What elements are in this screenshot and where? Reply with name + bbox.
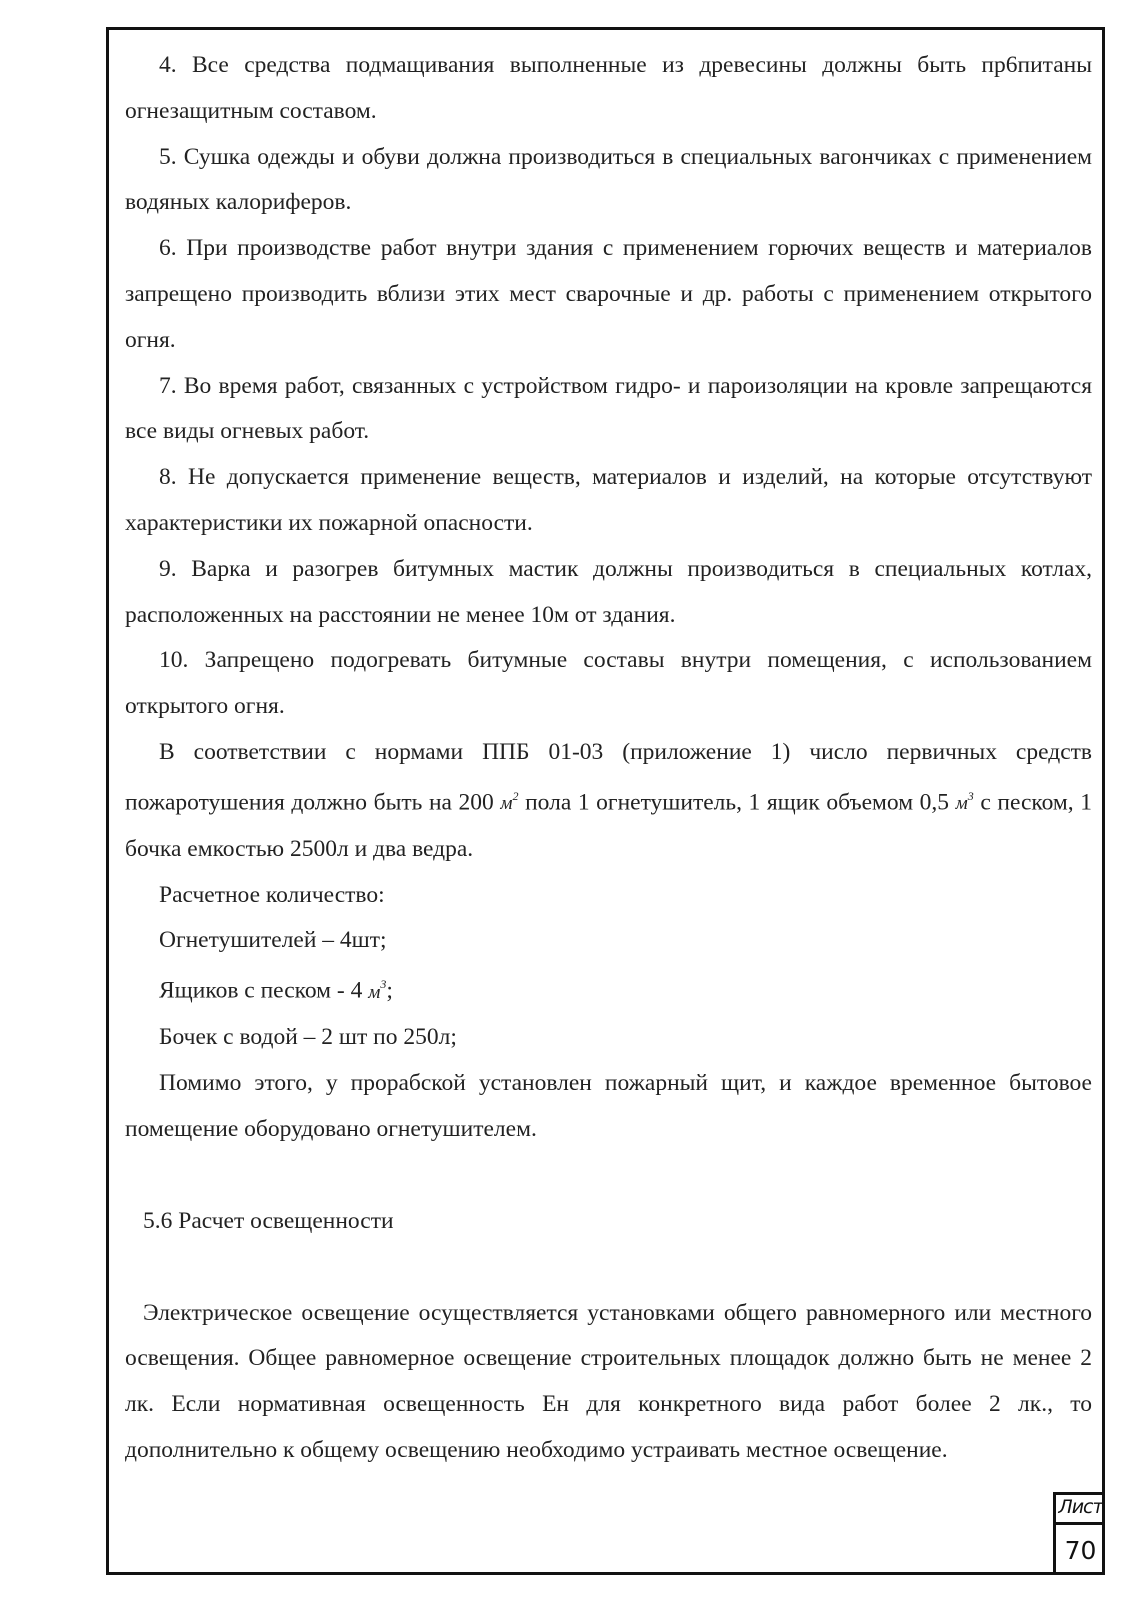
paragraph-item-8: 8. Не допускается применение веществ, материалов и изделий, на которые отсутствуют характеристики их пожарной опасности.	[125, 464, 1092, 536]
norms-text-2: пола 1 огнетушитель, 1 ящик объемом 0,5	[518, 789, 950, 816]
norms-paragraph	[125, 730, 1092, 873]
section-heading: 5.6 Расчет освещенности	[143, 1207, 394, 1234]
paragraph-item-6: 6. При производстве работ внутри здания с применением горючих веществ и материалов запрещено производить вблизи этих мест сварочные и др. работы с применением открытого огня.	[125, 235, 1092, 353]
calc-title: Расчетное количество:	[159, 881, 385, 908]
extra-paragraph: Помимо этого, у прорабской установлен пожарный щит, и каждое временное бытовое помещение оборудовано огнетушителем.	[125, 1070, 1092, 1142]
unit-cubic-meter: $м^3$	[955, 788, 974, 815]
norms-text-1: В соответствии с нормами ППБ 01-03 (приложение 1) число первичных средств пожаротушения должно быть на 200	[125, 738, 1092, 816]
paragraph-item-10: 10. Запрещено подогревать битумные составы внутри помещения, с использованием открытого огня.	[125, 647, 1092, 720]
sheet-stamp	[1053, 1492, 1105, 1575]
paragraph-item-5: 5. Сушка одежды и обуви должна производиться в специальных вагончиках с применением водяных калориферов.	[125, 143, 1092, 216]
paragraph-item-9: 9. Варка и разогрев битумных мастик должны производиться в специальных котлах, расположенных на расстоянии не менее 10м от здания.	[125, 555, 1092, 628]
calc-sand-boxes: Ящиков с песком - 4 $м^3$;	[159, 977, 393, 1004]
unit-cubic-meter: $м^3$	[368, 977, 387, 1003]
sheet-number: 70	[1064, 1536, 1097, 1565]
page-content	[125, 43, 1092, 1474]
sheet-label: Лист	[1056, 1492, 1105, 1525]
norms-text-3: с песком, 1 бочка емкостью 2500л и два ведра.	[125, 789, 1092, 862]
calc-barrels: Бочек с водой – 2 шт по 250л;	[159, 1024, 457, 1051]
paragraph-item-7: 7. Во время работ, связанных с устройством гидро- и пароизоляции на кровле запрещаются все виды огневых работ.	[125, 372, 1092, 445]
unit-square-meter: $м^2$	[500, 788, 519, 815]
paragraph-item-4: 4. Все средства подмащивания выполненные из древесины должны быть пр6питаны огнезащитным составом.	[125, 52, 1092, 124]
lighting-paragraph: Электрическое освещение осуществляется установками общего равномерного или местного освещения. Общее равномерное освещение строительных площадок должно быть не менее 2 лк. Если нормативная освещенность Ен для конкретного вида работ более 2 лк., то дополнительно к общему освещению необходимо устраивать местное освещение.	[125, 1299, 1092, 1463]
calc-extinguishers: Огнетушителей – 4шт;	[159, 927, 387, 954]
